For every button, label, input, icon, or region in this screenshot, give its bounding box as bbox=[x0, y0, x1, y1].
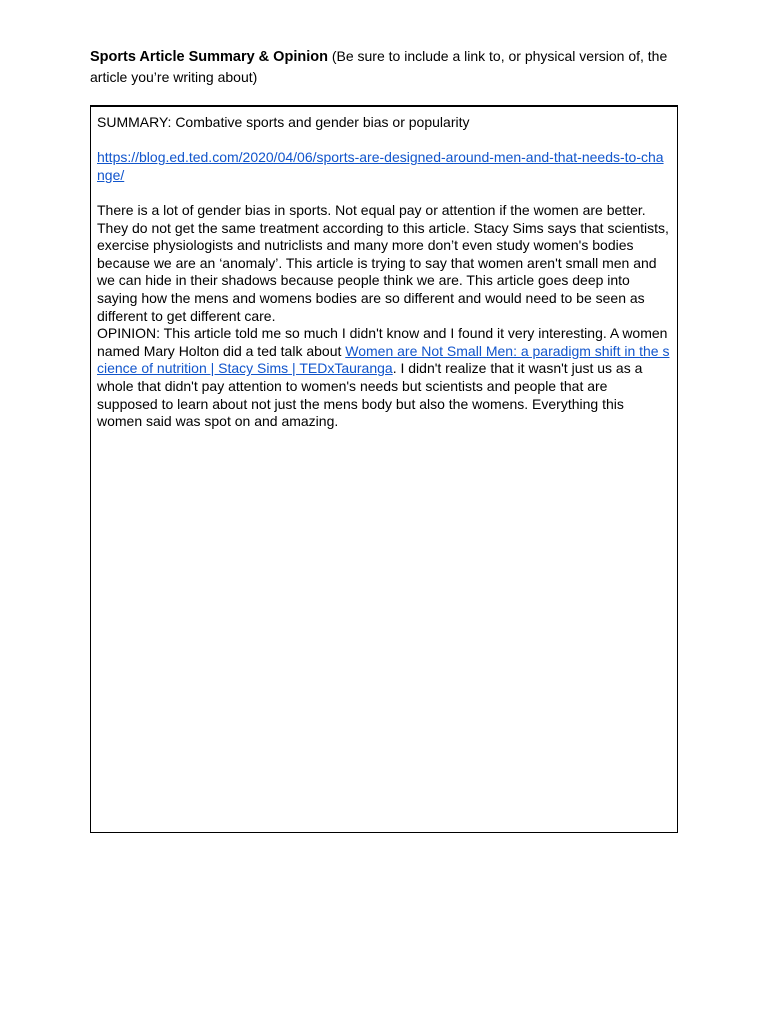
opinion-rest: . I didn't realize that it wasn't just us as a whole that didn't pay attention to women's needs but scientists and people that are supposed to learn about not just the mens body but also the womens. Everything this women said was spot on and amazing. bbox=[97, 360, 643, 430]
content-box bbox=[90, 105, 678, 833]
spacer bbox=[97, 132, 671, 150]
article-url-paragraph bbox=[97, 149, 671, 184]
page-heading bbox=[90, 46, 690, 87]
opinion-paragraph bbox=[97, 325, 671, 431]
opinion-intro: OPINION: This article told me so much I didn't know and I found it very interesting. A women named Mary Holton did a ted talk about bbox=[97, 325, 668, 359]
article-url-link[interactable]: https://blog.ed.ted.com/2020/04/06/sports-are-designed-around-men-and-that-needs-to-change/ bbox=[97, 149, 664, 183]
page-title: Sports Article Summary & Opinion bbox=[90, 49, 328, 65]
summary-heading: SUMMARY: Combative sports and gender bias or popularity bbox=[97, 114, 470, 130]
ted-talk-link[interactable]: Women are Not Small Men: a paradigm shift in the science of nutrition | Stacy Sims | TEDxTauranga bbox=[97, 342, 670, 377]
page-instructions: (Be sure to include a link to, or physical version of, the article you’re writing about) bbox=[90, 48, 668, 85]
summary-body: There is a lot of gender bias in sports. Not equal pay or attention if the women are better. They do not get the same treatment according to this article. Stacy Sims says that scientists, exercise physiologists and nutriclists and many more don’t even study women's bodies because we are an ‘anomaly’. This article is trying to say that women aren't small men and we can hide in their shadows because people think we are. This article goes deep into saying how the mens and womens bodies are so different and would need to be seen as different to get different care. bbox=[97, 201, 669, 324]
spacer bbox=[97, 184, 671, 202]
